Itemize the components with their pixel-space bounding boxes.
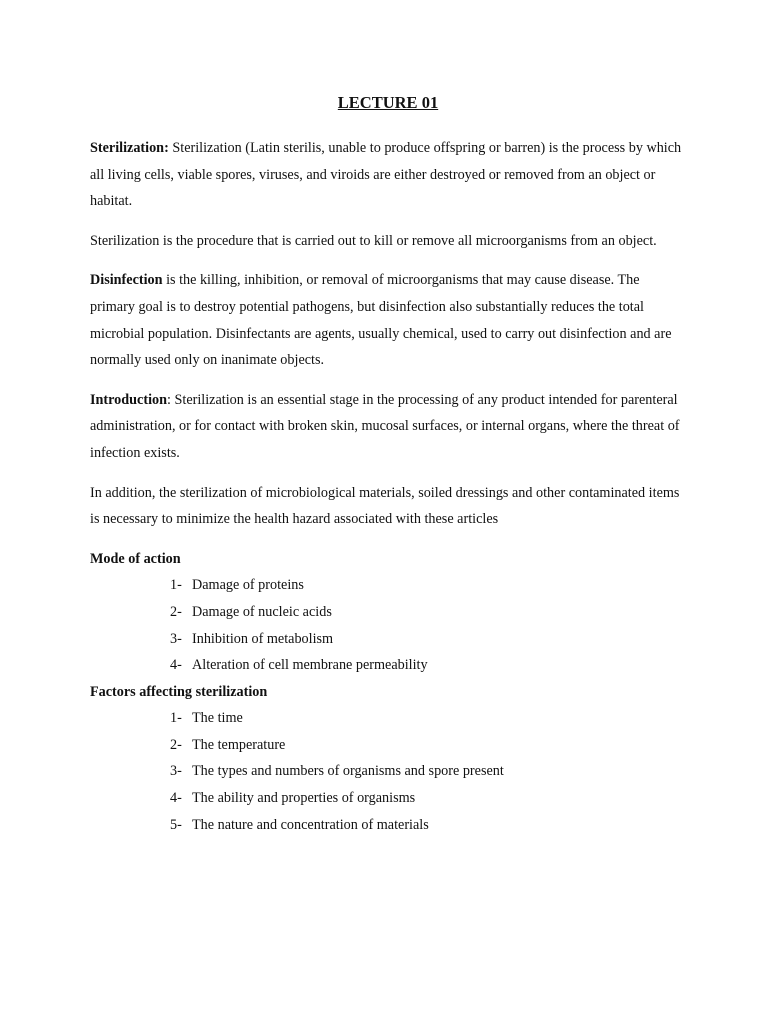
list-item: [170, 626, 682, 653]
list-item: [170, 785, 682, 812]
list-item-text: The ability and properties of organisms: [192, 790, 416, 807]
list-item-number: 4-: [170, 790, 182, 807]
disinfection-paragraph: [90, 267, 682, 373]
list-item-text: The types and numbers of organisms and spore present: [192, 763, 504, 780]
page-title: LECTURE 01: [337, 93, 439, 112]
disinfection-term: Disinfection: [90, 272, 163, 289]
addition-paragraph: In addition, the sterilization of microbiological materials, soiled dressings and other contaminated items is necessary to minimize the health hazard associated with these articles: [90, 484, 680, 528]
list-item-number: 1-: [170, 577, 182, 594]
sterilization-paragraph: [90, 135, 682, 215]
list-item-number: 3-: [170, 630, 182, 647]
introduction-term: Introduction: [90, 391, 167, 408]
list-item-number: 1-: [170, 710, 182, 727]
list-item-number: 5-: [170, 816, 182, 833]
factors-list: [90, 705, 682, 838]
introduction-paragraph: [90, 387, 682, 467]
list-item-text: Inhibition of metabolism: [192, 630, 334, 647]
list-item: [170, 599, 682, 626]
mode-of-action-list: [90, 572, 682, 678]
list-item: [170, 705, 682, 732]
disinfection-text: is the killing, inhibition, or removal of microorganisms that may cause disease. The primary goal is to destroy potential pathogens, but disinfection also substantially reduces the total microbial population. Disinfectants are agents, usually chemical, used to carry out disinfection and are normally used only on inanimate objects.: [90, 272, 672, 369]
list-item-number: 3-: [170, 763, 182, 780]
introduction-text: : Sterilization is an essential stage in the processing of any product intended for parenteral administration, or for contact with broken skin, mucosal surfaces, or internal organs, where the threat of infection exists.: [90, 391, 680, 461]
list-item: [170, 572, 682, 599]
list-item: [170, 652, 682, 679]
list-item-text: Damage of proteins: [192, 577, 304, 594]
list-item-number: 4-: [170, 657, 182, 674]
sterilization-text: Sterilization (Latin sterilis, unable to produce offspring or barren) is the process by which all living cells, viable spores, viruses, and viroids are either destroyed or removed from an object or habitat.: [90, 140, 682, 210]
sterilization-term: Sterilization:: [90, 140, 169, 156]
list-item-number: 2-: [170, 603, 182, 620]
list-item-text: The time: [192, 710, 243, 727]
list-item-text: The temperature: [192, 736, 286, 753]
list-item: [170, 812, 682, 839]
list-item-number: 2-: [170, 736, 182, 753]
list-item-text: The nature and concentration of materials: [192, 816, 429, 833]
list-item-text: Damage of nucleic acids: [192, 603, 332, 620]
factors-heading: Factors affecting sterilization: [90, 683, 268, 700]
list-item: [170, 758, 682, 785]
mode-of-action-heading: Mode of action: [90, 550, 181, 567]
sterilization-definition-paragraph: Sterilization is the procedure that is carried out to kill or remove all microorganisms from an object.: [90, 232, 657, 249]
list-item-text: Alteration of cell membrane permeability: [192, 657, 428, 674]
list-item: [170, 732, 682, 759]
